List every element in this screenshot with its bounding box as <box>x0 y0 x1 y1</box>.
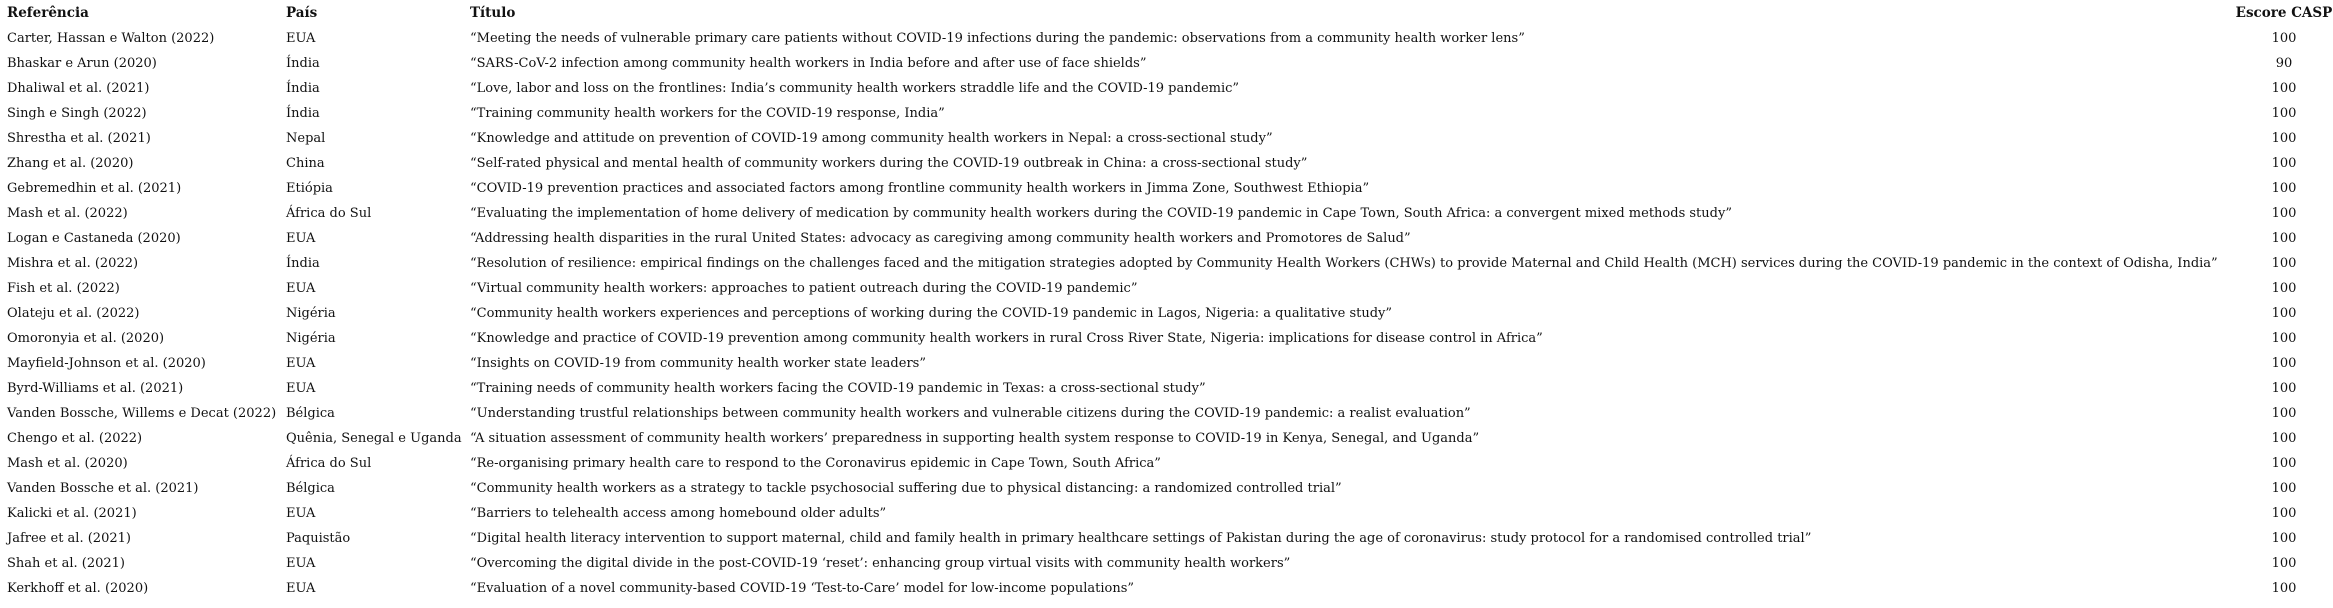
table-row <box>0 226 2333 251</box>
cell-pais: Quênia, Senegal e Uganda <box>286 431 462 446</box>
table-body <box>0 26 2333 601</box>
cell-titulo: “Training needs of community health workers facing the COVID-19 pandemic in Texas: a cross-sectional study” <box>470 381 1206 396</box>
cell-referencia: Omoronyia et al. (2020) <box>7 331 165 346</box>
table-row <box>0 476 2333 501</box>
cell-referencia: Mishra et al. (2022) <box>7 256 139 271</box>
cell-referencia: Vanden Bossche et al. (2021) <box>7 481 199 496</box>
cell-titulo: “Insights on COVID-19 from community health worker state leaders” <box>470 356 926 371</box>
header-pais: País <box>286 5 318 21</box>
cell-titulo: “Understanding trustful relationships between community health workers and vulnerable citizens during the COVID-19 pandemic: a realist evaluation” <box>470 406 1471 421</box>
table-row <box>0 351 2333 376</box>
cell-referencia: Byrd-Williams et al. (2021) <box>7 381 184 396</box>
cell-titulo: “Overcoming the digital divide in the post-COVID-19 ‘reset’: enhancing group virtual visits with community health workers” <box>470 556 1291 571</box>
cell-escore-casp: 100 <box>2271 106 2297 121</box>
cell-referencia: Shrestha et al. (2021) <box>7 131 151 146</box>
cell-titulo: “Community health workers as a strategy to tackle psychosocial suffering due to physical distancing: a randomized controlled trial” <box>470 481 1342 496</box>
cell-titulo: “Meeting the needs of vulnerable primary care patients without COVID-19 infections during the pandemic: observations from a community health worker lens” <box>470 31 1525 46</box>
cell-titulo: “Knowledge and practice of COVID-19 prevention among community health workers in rural Cross River State, Nigeria: implications for disease control in Africa” <box>470 331 1543 346</box>
cell-escore-casp: 100 <box>2271 306 2297 321</box>
cell-titulo: “Knowledge and attitude on prevention of COVID-19 among community health workers in Nepal: a cross-sectional study” <box>470 131 1273 146</box>
cell-pais: Bélgica <box>286 481 335 496</box>
table-row <box>0 501 2333 526</box>
cell-escore-casp: 100 <box>2271 531 2297 546</box>
cell-pais: Índia <box>286 106 320 121</box>
cell-escore-casp: 100 <box>2271 156 2297 171</box>
cell-titulo: “Digital health literacy intervention to support maternal, child and family health in primary healthcare settings of Pakistan during the age of coronavirus: study protocol for a randomised controlled trial” <box>470 531 1812 546</box>
header-escore-casp: Escore CASP <box>2235 5 2333 21</box>
table-row <box>0 151 2333 176</box>
cell-pais: Índia <box>286 256 320 271</box>
table-row <box>0 426 2333 451</box>
cell-referencia: Zhang et al. (2020) <box>7 156 134 171</box>
cell-escore-casp: 100 <box>2271 81 2297 96</box>
cell-referencia: Logan e Castaneda (2020) <box>7 231 181 246</box>
cell-referencia: Singh e Singh (2022) <box>7 106 147 121</box>
cell-escore-casp: 100 <box>2271 481 2297 496</box>
cell-titulo: “Evaluating the implementation of home delivery of medication by community health workers during the COVID-19 pandemic in Cape Town, South Africa: a convergent mixed methods study” <box>470 206 1732 221</box>
cell-referencia: Vanden Bossche, Willems e Decat (2022) <box>7 406 277 421</box>
cell-referencia: Mash et al. (2022) <box>7 206 128 221</box>
cell-escore-casp: 100 <box>2271 356 2297 371</box>
cell-pais: EUA <box>286 506 316 521</box>
cell-referencia: Dhaliwal et al. (2021) <box>7 81 150 96</box>
cell-escore-casp: 100 <box>2271 256 2297 271</box>
table-row <box>0 26 2333 51</box>
table-row <box>0 201 2333 226</box>
cell-pais: Índia <box>286 56 320 71</box>
table-row <box>0 251 2333 276</box>
table-row <box>0 76 2333 101</box>
cell-titulo: “Self-rated physical and mental health of community workers during the COVID-19 outbreak in China: a cross-sectional study” <box>470 156 1308 171</box>
cell-escore-casp: 100 <box>2271 231 2297 246</box>
cell-escore-casp: 100 <box>2271 331 2297 346</box>
table-row <box>0 101 2333 126</box>
cell-titulo: “SARS-CoV-2 infection among community health workers in India before and after use of face shields” <box>470 56 1147 71</box>
cell-escore-casp: 100 <box>2271 381 2297 396</box>
cell-pais: EUA <box>286 231 316 246</box>
cell-titulo: “Barriers to telehealth access among homebound older adults” <box>470 506 887 521</box>
cell-escore-casp: 100 <box>2271 556 2297 571</box>
cell-escore-casp: 100 <box>2271 456 2297 471</box>
table-row <box>0 526 2333 551</box>
cell-pais: EUA <box>286 281 316 296</box>
table-row <box>0 276 2333 301</box>
cell-escore-casp: 100 <box>2271 406 2297 421</box>
cell-pais: Nigéria <box>286 306 336 321</box>
cell-referencia: Olateju et al. (2022) <box>7 306 140 321</box>
table-row <box>0 551 2333 576</box>
cell-referencia: Bhaskar e Arun (2020) <box>7 56 157 71</box>
cell-referencia: Kalicki et al. (2021) <box>7 506 137 521</box>
cell-titulo: “Love, labor and loss on the frontlines: India’s community health workers straddle life and the COVID-19 pandemic” <box>470 81 1240 96</box>
cell-escore-casp: 100 <box>2271 31 2297 46</box>
table-row <box>0 126 2333 151</box>
table-row <box>0 301 2333 326</box>
cell-pais: África do Sul <box>286 456 372 471</box>
cell-titulo: “Re-organising primary health care to respond to the Coronavirus epidemic in Cape Town, South Africa” <box>470 456 1161 471</box>
cell-referencia: Mash et al. (2020) <box>7 456 128 471</box>
table-row <box>0 176 2333 201</box>
table-row <box>0 451 2333 476</box>
table-row <box>0 376 2333 401</box>
cell-escore-casp: 100 <box>2271 181 2297 196</box>
cell-referencia: Shah et al. (2021) <box>7 556 125 571</box>
table-header <box>0 0 2333 26</box>
cell-titulo: “Training community health workers for the COVID-19 response, India” <box>470 106 945 121</box>
cell-pais: EUA <box>286 31 316 46</box>
header-referencia: Referência <box>7 5 89 21</box>
cell-escore-casp: 90 <box>2275 56 2293 71</box>
cell-titulo: “Virtual community health workers: approaches to patient outreach during the COVID-19 pandemic” <box>470 281 1138 296</box>
cell-pais: Paquistão <box>286 531 351 546</box>
cell-pais: Bélgica <box>286 406 335 421</box>
cell-pais: Etiópia <box>286 181 333 196</box>
cell-titulo: “Evaluation of a novel community-based COVID-19 ‘Test-to-Care’ model for low-income populations” <box>470 581 1135 596</box>
table-row <box>0 326 2333 351</box>
cell-escore-casp: 100 <box>2271 581 2297 596</box>
cell-escore-casp: 100 <box>2271 206 2297 221</box>
cell-escore-casp: 100 <box>2271 506 2297 521</box>
cell-pais: EUA <box>286 381 316 396</box>
cell-pais: EUA <box>286 556 316 571</box>
cell-referencia: Fish et al. (2022) <box>7 281 120 296</box>
cell-titulo: “Community health workers experiences and perceptions of working during the COVID-19 pandemic in Lagos, Nigeria: a qualitative study” <box>470 306 1393 321</box>
cell-pais: Nepal <box>286 131 326 146</box>
cell-referencia: Jafree et al. (2021) <box>7 531 131 546</box>
header-row <box>0 0 2333 26</box>
cell-titulo: “COVID-19 prevention practices and associated factors among frontline community health workers in Jimma Zone, Southwest Ethiopia” <box>470 181 1370 196</box>
cell-referencia: Carter, Hassan e Walton (2022) <box>7 31 215 46</box>
table-row <box>0 51 2333 76</box>
cell-referencia: Gebremedhin et al. (2021) <box>7 181 182 196</box>
cell-referencia: Chengo et al. (2022) <box>7 431 143 446</box>
cell-pais: China <box>286 156 325 171</box>
cell-titulo: “Addressing health disparities in the rural United States: advocacy as caregiving among community health workers and Promotores de Salud” <box>470 231 1411 246</box>
cell-pais: EUA <box>286 581 316 596</box>
header-titulo: Título <box>470 5 516 21</box>
cell-escore-casp: 100 <box>2271 431 2297 446</box>
cell-pais: Índia <box>286 81 320 96</box>
table-row <box>0 576 2333 601</box>
cell-escore-casp: 100 <box>2271 281 2297 296</box>
cell-pais: EUA <box>286 356 316 371</box>
cell-escore-casp: 100 <box>2271 131 2297 146</box>
cell-titulo: “A situation assessment of community health workers’ preparedness in supporting health system response to COVID-19 in Kenya, Senegal, and Uganda” <box>470 431 1480 446</box>
cell-pais: Nigéria <box>286 331 336 346</box>
cell-referencia: Mayfield-Johnson et al. (2020) <box>7 356 206 371</box>
cell-titulo: “Resolution of resilience: empirical findings on the challenges faced and the mitigation strategies adopted by Community Health Workers (CHWs) to provide Maternal and Child Health (MCH) services during the COVID-19 pandemic in the context of Odisha, India” <box>470 256 2218 271</box>
table-row <box>0 401 2333 426</box>
cell-referencia: Kerkhoff et al. (2020) <box>7 581 149 596</box>
cell-pais: África do Sul <box>286 206 372 221</box>
